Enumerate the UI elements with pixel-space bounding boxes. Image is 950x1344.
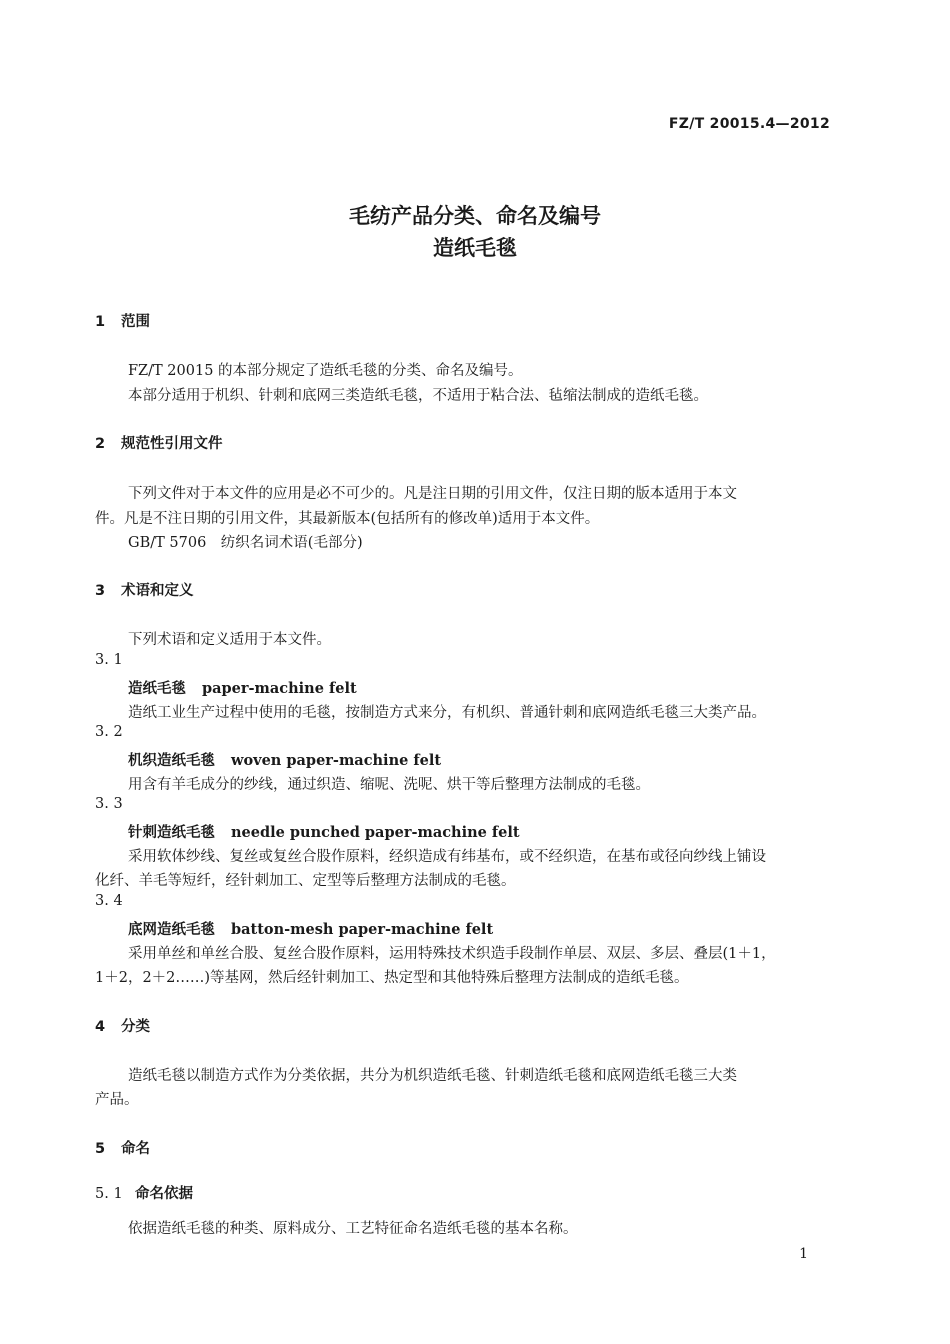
subsection-title: 命名依据: [135, 1186, 193, 1202]
section-title: 术语和定义: [121, 583, 194, 599]
section-number: 5: [95, 1141, 106, 1157]
section-number: 2: [95, 436, 106, 452]
term-cn: 造纸毛毯: [128, 681, 186, 697]
term-3-4-title: [128, 918, 493, 939]
term-3-2-title: [128, 749, 441, 770]
section-4-paragraph-line-1: 造纸毛毯以制造方式作为分类依据，共分为机织造纸毛毯、针刺造纸毛毯和底网造纸毛毯三大类: [128, 1068, 737, 1084]
term-3-3-number: 3. 3: [95, 796, 123, 812]
term-3-4-definition-line-1: 采用单丝和单丝合股、复丝合股作原料，运用特殊技术织造手段制作单层、双层、多层、叠层(1＋1，: [128, 946, 776, 962]
section-title: 范围: [121, 314, 150, 330]
term-en: paper-machine felt: [202, 680, 357, 697]
term-3-3-definition-line-1: 采用软体纱线、复丝或复丝合股作原料，经织造成有纬基布，或不经织造，在基布或径向纱线上铺设: [128, 849, 766, 865]
section-1-heading: [95, 310, 150, 331]
term-cn: 底网造纸毛毯: [128, 922, 215, 938]
section-5-1-heading: [95, 1182, 193, 1203]
term-en: woven paper-machine felt: [231, 752, 442, 769]
subsection-number: 5. 1: [95, 1186, 123, 1202]
term-3-1-number: 3. 1: [95, 652, 123, 668]
section-title: 规范性引用文件: [121, 436, 223, 452]
term-cn: 针刺造纸毛毯: [128, 825, 215, 841]
section-3-intro: 下列术语和定义适用于本文件。: [128, 632, 331, 648]
document-subtitle: 造纸毛毯: [433, 236, 517, 260]
section-4-paragraph-line-2: 产品。: [95, 1092, 139, 1108]
section-1-paragraph-1: FZ/T 20015 的本部分规定了造纸毛毯的分类、命名及编号。: [128, 363, 523, 379]
term-3-4-definition-line-2: 1＋2，2＋2……)等基网，然后经针刺加工、热定型和其他特殊后整理方法制成的造纸毛毯。: [95, 970, 689, 986]
section-title: 命名: [121, 1141, 150, 1157]
term-3-2-definition: 用含有羊毛成分的纱线，通过织造、缩呢、洗呢、烘干等后整理方法制成的毛毯。: [128, 777, 650, 793]
term-3-2-number: 3. 2: [95, 724, 123, 740]
term-cn: 机织造纸毛毯: [128, 753, 215, 769]
page-number: 1: [799, 1246, 808, 1262]
section-3-heading: [95, 579, 194, 600]
section-2-paragraph-line-1: 下列文件对于本文件的应用是必不可少的。凡是注日期的引用文件，仅注日期的版本适用于本文: [128, 486, 737, 502]
term-3-1-definition: 造纸工业生产过程中使用的毛毯，按制造方式来分，有机织、普通针刺和底网造纸毛毯三大类产品。: [128, 705, 766, 721]
term-3-3-title: [128, 821, 520, 842]
section-2-heading: [95, 432, 223, 453]
section-5-1-paragraph: 依据造纸毛毯的种类、原料成分、工艺特征命名造纸毛毯的基本名称。: [128, 1221, 578, 1237]
term-3-3-definition-line-2: 化纤、羊毛等短纤，经针刺加工、定型等后整理方法制成的毛毯。: [95, 873, 516, 889]
term-3-4-number: 3. 4: [95, 893, 123, 909]
term-en: batton-mesh paper-machine felt: [231, 921, 494, 938]
normative-reference: GB/T 5706 纺织名词术语(毛部分): [128, 535, 363, 551]
section-number: 1: [95, 314, 106, 330]
section-1-paragraph-2: 本部分适用于机织、针刺和底网三类造纸毛毯，不适用于粘合法、毡缩法制成的造纸毛毯。: [128, 388, 708, 404]
section-2-paragraph-line-2: 件。凡是不注日期的引用文件，其最新版本(包括所有的修改单)适用于本文件。: [95, 511, 600, 527]
standard-code: FZ/T 20015.4—2012: [668, 116, 830, 132]
document-title: 毛纺产品分类、命名及编号: [349, 204, 601, 228]
term-3-1-title: [128, 677, 357, 698]
section-number: 4: [95, 1019, 106, 1035]
section-number: 3: [95, 583, 106, 599]
section-title: 分类: [121, 1019, 150, 1035]
section-4-heading: [95, 1015, 150, 1036]
section-5-heading: [95, 1137, 150, 1158]
term-en: needle punched paper-machine felt: [231, 824, 520, 841]
